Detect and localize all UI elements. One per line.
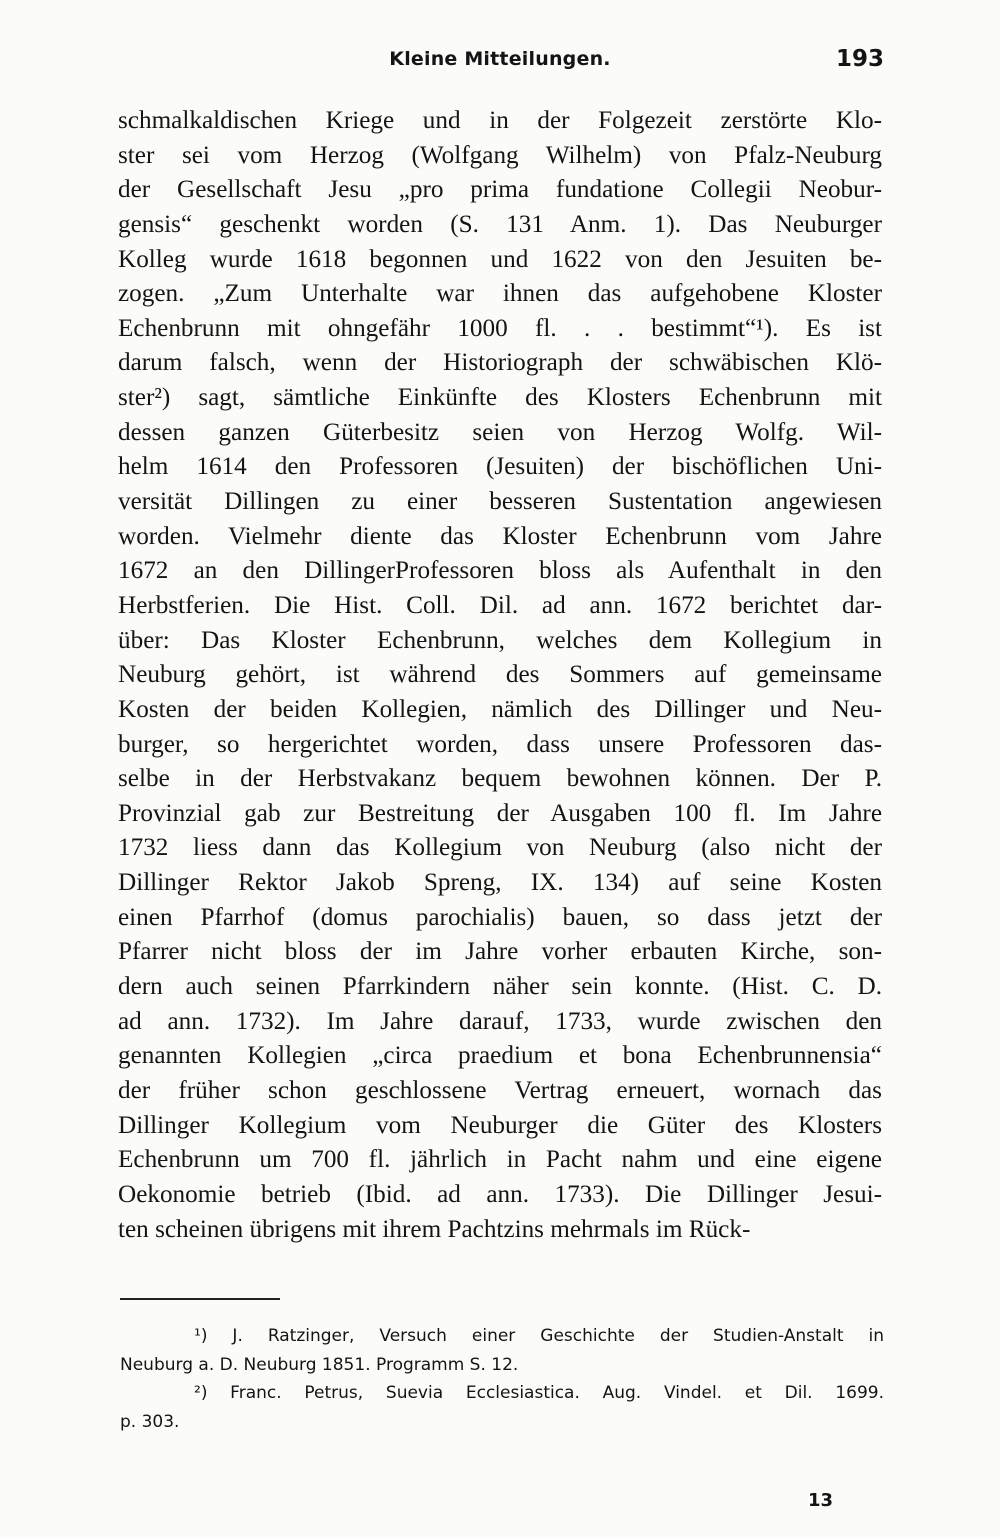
- text-line: ster sei vom Herzog (Wolfgang Wilhelm) von Pfalz-Neuburg: [118, 141, 882, 169]
- footnotes: [120, 1322, 884, 1436]
- text-line: 1732 liess dann das Kollegium von Neuburg (also nicht der: [118, 834, 882, 862]
- text-line: dern auch seinen Pfarrkindern näher sein konnte. (Hist. C. D.: [118, 973, 882, 1001]
- text-line: Herbstferien. Die Hist. Coll. Dil. ad ann. 1672 berichtet dar-: [118, 591, 882, 619]
- text-line: Kosten der beiden Kollegien, nämlich des Dillinger und Neu-: [118, 695, 882, 723]
- text-line: burger, so hergerichtet worden, dass unsere Professoren das-: [118, 730, 882, 758]
- text-line: schmalkaldischen Kriege und in der Folgezeit zerstörte Klo-: [118, 107, 882, 134]
- text-line: ster²) sagt, sämtliche Einkünfte des Klosters Echenbrunn mit: [118, 384, 882, 412]
- text-line: genannten Kollegien „circa praedium et bona Echenbrunnensia“: [118, 1042, 882, 1070]
- footnote-divider: [120, 1298, 280, 1300]
- running-title: Kleine Mitteilungen.: [389, 48, 611, 70]
- text-line: zogen. „Zum Unterhalte war ihnen das aufgehobene Kloster: [118, 280, 882, 308]
- footnote-line: ¹) J. Ratzinger, Versuch einer Geschichte der Studien-Anstalt in: [194, 1326, 884, 1346]
- text-line: selbe in der Herbstvakanz bequem bewohnen können. Der P.: [118, 765, 882, 793]
- text-line: ad ann. 1732). Im Jahre darauf, 1733, wurde zwischen den: [118, 1007, 882, 1035]
- text-line: der früher schon geschlossene Vertrag erneuert, wornach das: [118, 1076, 882, 1104]
- running-head: [120, 46, 884, 76]
- text-line: Pfarrer nicht bloss der im Jahre vorher erbauten Kirche, son-: [118, 938, 882, 966]
- text-line: ten scheinen übrigens mit ihrem Pachtzins mehrmals im Rück-: [118, 1215, 751, 1243]
- text-line: versität Dillingen zu einer besseren Sustentation angewiesen: [118, 488, 882, 516]
- text-line: Echenbrunn mit ohngefähr 1000 fl. . . bestimmt“¹). Es ist: [118, 314, 882, 342]
- footnote-line: Neuburg a. D. Neuburg 1851. Programm S. 12.: [120, 1354, 519, 1375]
- footnote-line: p. 303.: [120, 1411, 180, 1432]
- footnote-line: ²) Franc. Petrus, Suevia Ecclesiastica. Aug. Vindel. et Dil. 1699.: [194, 1383, 884, 1404]
- text-line: Dillinger Rektor Jakob Spreng, IX. 134) auf seine Kosten: [118, 869, 882, 897]
- text-line: helm 1614 den Professoren (Jesuiten) der bischöflichen Uni-: [118, 453, 882, 481]
- text-line: der Gesellschaft Jesu „pro prima fundatione Collegii Neobur-: [118, 176, 882, 204]
- text-line: gensis“ geschenkt worden (S. 131 Anm. 1). Das Neuburger: [118, 210, 882, 238]
- text-line: Neuburg gehört, ist während des Sommers auf gemeinsame: [118, 661, 882, 689]
- text-line: Oekonomie betrieb (Ibid. ad ann. 1733). Die Dillinger Jesui-: [118, 1180, 882, 1208]
- text-line: darum falsch, wenn der Historiograph der schwäbischen Klö-: [118, 349, 882, 377]
- text-line: Echenbrunn um 700 fl. jährlich in Pacht nahm und eine eigene: [118, 1146, 882, 1174]
- text-line: 1672 an den DillingerProfessoren bloss als Aufenthalt in den: [118, 557, 882, 585]
- text-line: Dillinger Kollegium vom Neuburger die Güter des Klosters: [118, 1111, 882, 1139]
- text-line: dessen ganzen Güterbesitz seien von Herzog Wolfg. Wil-: [118, 418, 882, 446]
- text-line: Kolleg wurde 1618 begonnen und 1622 von den Jesuiten be-: [118, 245, 882, 273]
- text-line: worden. Vielmehr diente das Kloster Echenbrunn vom Jahre: [118, 522, 882, 550]
- text-line: über: Das Kloster Echenbrunn, welches dem Kollegium in: [118, 626, 882, 654]
- text-line: einen Pfarrhof (domus parochialis) bauen, so dass jetzt der: [118, 903, 882, 931]
- page-number: 193: [835, 46, 884, 72]
- body-text: [118, 104, 882, 1247]
- signature-mark: 13: [808, 1490, 834, 1511]
- text-line: Provinzial gab zur Bestreitung der Ausgaben 100 fl. Im Jahre: [118, 799, 882, 827]
